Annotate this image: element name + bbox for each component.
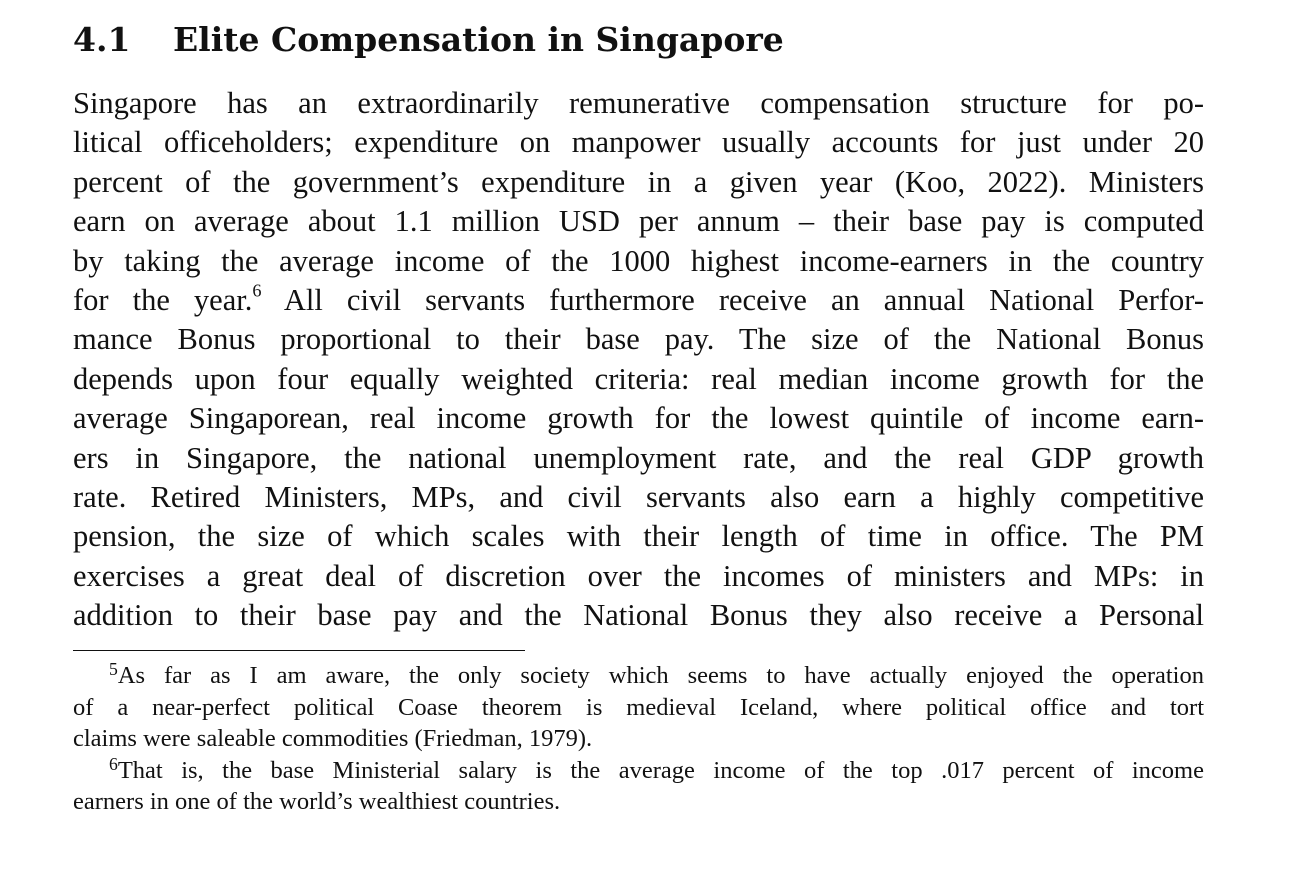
body-line: earn on average about 1.1 million USD per annum – their base pay is computed <box>73 204 1204 239</box>
footnote-reference[interactable]: 6 <box>252 280 262 301</box>
footnote-line: earners in one of the world’s wealthiest countries. <box>73 788 561 815</box>
body-line-with-footnote <box>73 281 1204 320</box>
footnote-divider <box>73 650 525 651</box>
body-line: pension, the size of which scales with their length of time in office. The PM <box>73 519 1204 554</box>
section-title: Elite Compensation in Singapore <box>173 20 784 59</box>
body-line: depends upon four equally weighted criteria: real median income growth for the <box>73 361 1204 396</box>
body-line: mance Bonus proportional to their base pay. The size of the National Bonus <box>73 322 1204 357</box>
footnote-line <box>73 755 1204 787</box>
body-line: ers in Singapore, the national unemployment rate, and the real GDP growth <box>73 440 1204 475</box>
footnote-text: As far as I am aware, the only society which seems to have actually enjoyed the operation <box>117 662 1204 689</box>
footnote-mark: 5 <box>109 659 118 680</box>
body-line: by taking the average income of the 1000 highest income-earners in the country <box>73 243 1204 278</box>
body-line: average Singaporean, real income growth for the lowest quintile of income earn- <box>73 401 1204 436</box>
body-paragraph <box>73 84 1204 636</box>
body-line: rate. Retired Ministers, MPs, and civil servants also earn a highly competitive <box>73 480 1204 515</box>
body-line-end: All civil servants furthermore receive an annual National Perfor- <box>283 283 1204 318</box>
section-number: 4.1 <box>73 20 131 59</box>
body-line: addition to their base pay and the National Bonus they also receive a Personal <box>73 598 1204 633</box>
body-line: percent of the government’s expenditure in a given year (Koo, 2022). Ministers <box>73 164 1204 199</box>
body-line: litical officeholders; expenditure on manpower usually accounts for just under 20 <box>73 125 1204 160</box>
footnote-line: claims were saleable commodities (Friedman, 1979). <box>73 725 593 752</box>
body-line-start: for the year. <box>73 283 253 318</box>
body-line: Singapore has an extraordinarily remunerative compensation structure for po- <box>73 86 1204 120</box>
footnote-line <box>73 660 1204 692</box>
body-line: exercises a great deal of discretion over the incomes of ministers and MPs: in <box>73 558 1204 593</box>
footnotes <box>73 660 1204 818</box>
footnote-6 <box>73 755 1204 818</box>
footnote-5 <box>73 660 1204 755</box>
footnote-mark: 6 <box>109 753 118 774</box>
footnote-line: of a near-perfect political Coase theorem is medieval Iceland, where political office and tort <box>73 693 1204 721</box>
section-heading <box>73 14 784 66</box>
footnote-text: That is, the base Ministerial salary is the average income of the top .017 percent of income <box>117 756 1204 784</box>
